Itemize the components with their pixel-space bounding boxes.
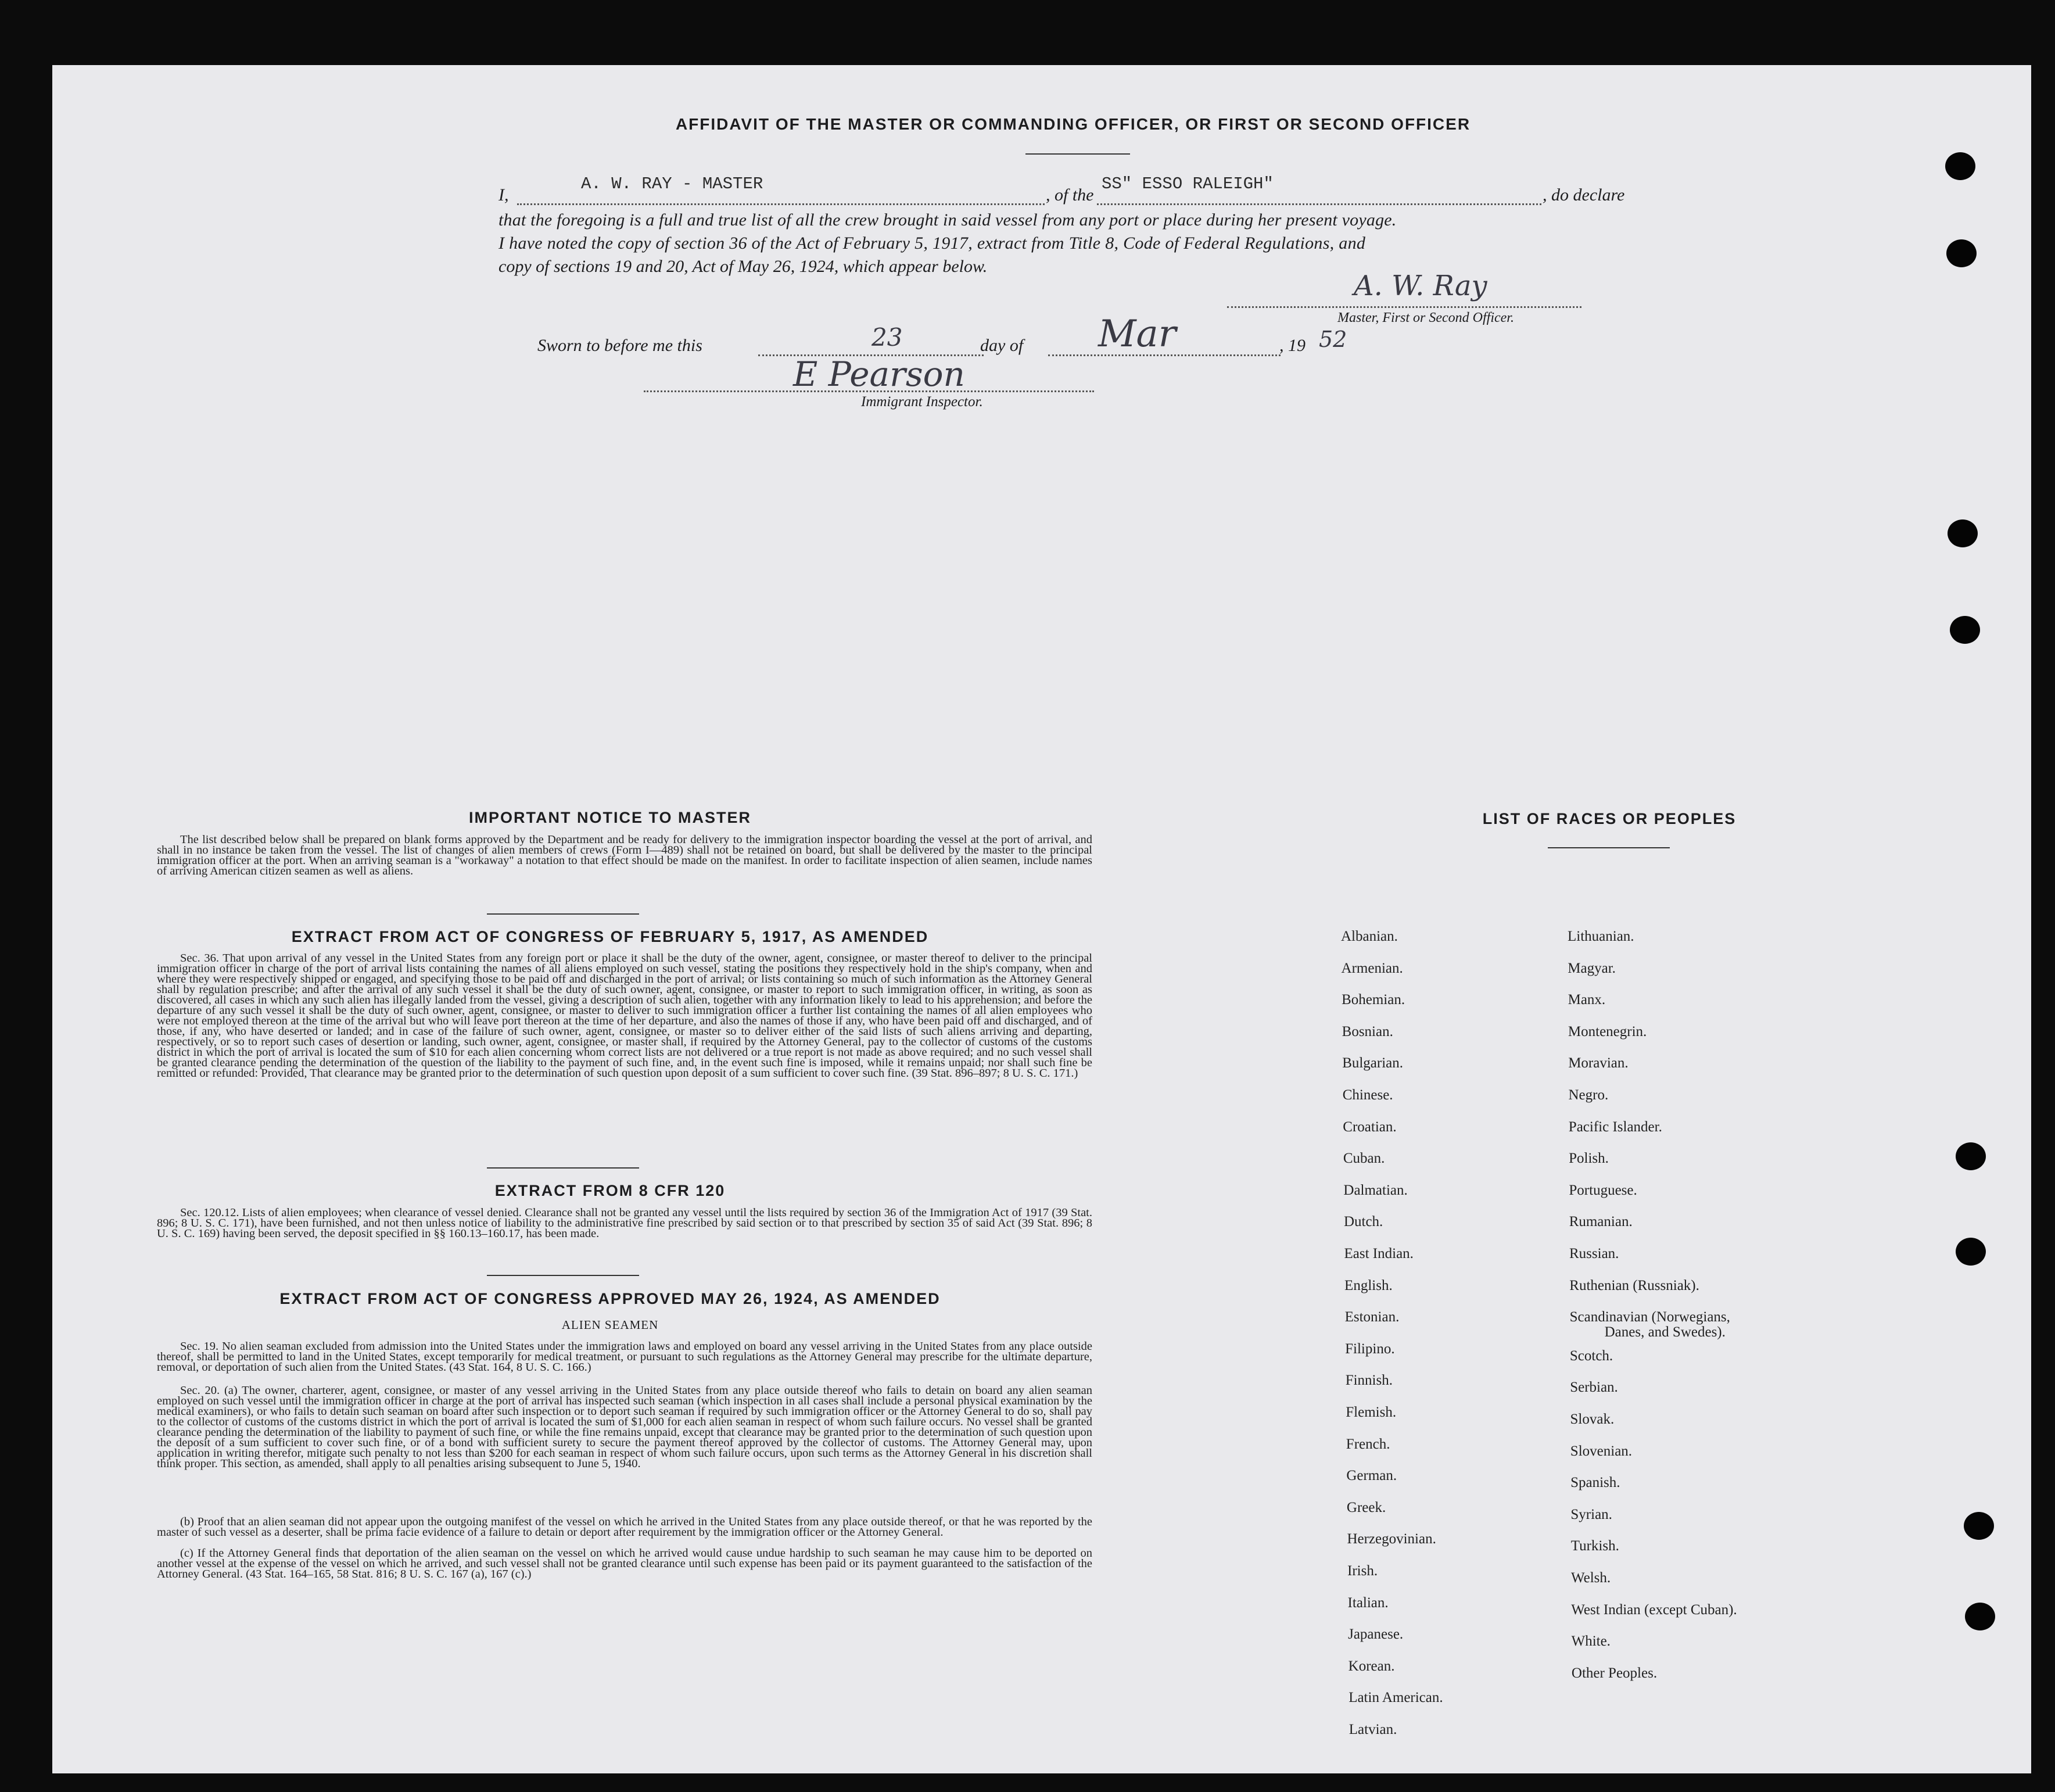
race-item: Scandinavian (Norwegians, [1569,1309,1730,1325]
race-item: Magyar. [1568,960,1616,976]
race-item: Finnish. [1345,1372,1393,1389]
extract-1917-rule [487,1167,639,1169]
sworn-year-value: 52 [1319,327,1347,352]
race-item: Dutch. [1343,1214,1383,1230]
affidavit-title: AFFIDAVIT OF THE MASTER OR COMMANDING OFFICER, OR FIRST OR SECOND OFFICER [675,115,1471,133]
races-title-rule [1548,847,1670,848]
race-item: Italian. [1347,1594,1389,1611]
race-item: Chinese. [1342,1087,1393,1103]
race-item: Welsh. [1571,1570,1611,1586]
race-item: Herzegovinian. [1347,1531,1436,1547]
extract-1924-sec20a [157,1385,1092,1469]
extract-1924-sec19-text: Sec. 19. No alien seaman excluded from admission into the United States under the immigration laws and employed on board any vessel arriving in the United States from any place outside thereof, shall be permitted to land in the United States, except temporarily for medical treatment, or pursuant to such regulations as the Attorney General may prescribe for the ultimate departure, removal, or deportation of such alien from the United States. (43 Stat. 164, 8 U. S. C. 166.) [157,1340,1092,1374]
race-item: Japanese. [1348,1626,1404,1643]
punch-hole [1946,239,1977,267]
extract-1924-sec20b [157,1517,1092,1537]
race-item: Slovenian. [1570,1443,1633,1459]
extract-1924-sec19 [157,1341,1092,1372]
punch-hole [1948,519,1978,547]
race-item: Latvian. [1349,1722,1397,1737]
notice-rule [487,913,639,915]
race-item: Korean. [1348,1658,1395,1674]
race-item: Greek. [1346,1499,1386,1515]
officer-signature: A. W. Ray [1354,270,1487,302]
race-item: Slovak. [1570,1411,1615,1427]
race-item: Filipino. [1345,1341,1395,1357]
race-item: Syrian. [1570,1506,1612,1522]
officer-signature-line [1227,306,1581,308]
affidavit-line-4: copy of sections 19 and 20, Act of May 26, 1924, which appear below. [498,257,988,276]
race-item: Ruthenian (Russniak). [1569,1277,1699,1293]
inspector-signature-line [644,390,1094,392]
extract-1924-sec20a-text: Sec. 20. (a) The owner, charterer, agent, consignee, or master of any vessel arriving in the United States from any place outside thereof who fails to detain on board any alien seaman employed on such vessel until the immigration officer in charge at the port of arrival has inspected such seaman (which inspection in all cases shall include a personal physical examination by the medical examiners), or who fails to detain such seaman on board after such inspection or to deport such seaman if required by such immigration officer or the Attorney General to do so, shall pay to the collector of customs of the customs district in which the port of arrival is located the sum of $1,000 for each alien seaman in respect of whom such failure occurs. No vessel shall be granted clearance pending the determination of the liability to payment of such fine, or while the fine remains unpaid, except that clearance may be granted prior to the determination of such question upon the deposit of a sum sufficient to cover such fine, or of a bond with sufficient surety to secure the payment thereof approved by the collector of customs. The Attorney General may, upon application in writing therefor, mitigate such penalty to not less than $200 for each seaman in respect of whom such failure occurs, upon such terms as the Attorney General in his discretion shall think proper. This section, as amended, shall apply to all penalties arising subsequent to June 5, 1940. [157,1384,1092,1470]
extract-8cfr-body [157,1207,1092,1239]
race-item: Manx. [1568,992,1606,1008]
race-item: Bulgarian. [1342,1055,1404,1071]
race-item: Negro. [1568,1087,1609,1103]
affidavit-line-3: I have noted the copy of section 36 of the Act of February 5, 1917, extract from Title 8, Code of Federal Regulations, and [498,234,1366,253]
race-item: Bosnian. [1342,1023,1393,1040]
race-item: East Indian. [1344,1246,1414,1261]
race-item: Turkish. [1570,1538,1619,1554]
sworn-label: Sworn to before me this [537,336,702,355]
race-item: Lithuanian. [1568,929,1634,944]
day-of-label: day of [980,336,1024,355]
extract-1917-title: EXTRACT FROM ACT OF CONGRESS OF FEBRUARY 5, 1917, AS AMENDED [291,928,929,945]
inspector-label: Immigrant Inspector. [861,394,983,410]
race-item: German. [1346,1468,1397,1484]
form-sheet [52,65,2031,1773]
punch-hole [1965,1603,1995,1630]
affidavit-title-rule [1025,153,1130,155]
race-item: Spanish. [1570,1475,1620,1491]
master-name-line [517,203,1045,205]
race-item: Flemish. [1346,1404,1397,1420]
race-item: Russian. [1569,1246,1619,1261]
punch-hole [1945,152,1975,180]
do-declare-label: , do declare [1543,185,1625,205]
extract-8cfr-rule [487,1275,639,1276]
race-item: Serbian. [1570,1379,1618,1396]
punch-hole [1950,616,1980,644]
race-item: Danes, and Swedes). [1604,1324,1726,1341]
extract-1924-sec20c-text: (c) If the Attorney General finds that deportation of the alien seaman on the vessel on which he arrived would cause undue hardship to such seaman he may cause him to be deported on another vessel at the expense of the vessel on which he arrived, and such vessel shall not be granted clearance until such expense has been paid or its payment guaranteed to the satisfaction of the Attorney General. (43 Stat. 164–165, 58 Stat. 816; 8 U. S. C. 167 (a), 167 (c).) [157,1547,1092,1580]
race-item: Polish. [1569,1151,1609,1167]
extract-1924-subtitle: ALIEN SEAMEN [561,1318,659,1332]
sworn-day-value: 23 [872,323,903,352]
master-name-value: A. W. RAY - MASTER [581,174,763,193]
race-item: Portuguese. [1569,1182,1637,1198]
of-the-label: , of the [1046,185,1094,205]
officer-label: Master, First or Second Officer. [1337,310,1514,325]
race-item: Dalmatian. [1343,1182,1408,1198]
race-item: English. [1344,1277,1393,1293]
year-prefix-label: , 19 [1279,336,1306,355]
notice-body-text: The list described below shall be prepared on blank forms approved by the Department and be ready for delivery to the immigration inspector boarding the vessel at the port of arrival, and shall in no instance be taken from the vessel. The list of changes of alien members of crews (Form I—489) shall not be retained on board, but shall be delivered by the master to the principal immigration officer at the port. When an arriving seaman is a "workaway" a notation to that effect should be made on the manifest. In order to facilitate inspection of alien seamen, include names of arriving American citizen seamen as well as aliens. [157,833,1092,877]
punch-hole [1964,1512,1994,1540]
extract-1924-sec20b-text: (b) Proof that an alien seaman did not appear upon the outgoing manifest of the vessel on which he arrived in the United States from any place outside thereof, or that he was reported by the master of such vessel as a deserter, shall be prima facie evidence of a failure to detain or deport after requirement by the immigration officer or the Attorney General. [157,1515,1092,1539]
race-item: Scotch. [1569,1347,1613,1364]
extract-8cfr-body-text: Sec. 120.12. Lists of alien employees; when clearance of vessel denied. Clearance shall not be granted any vessel until the lists required by section 36 of the Immigration Act of 1917 (39 Stat. 896; 8 U. S. C. 171), have been furnished, and not then unless notice of liability to the administrative fine prescribed by said section or to that prescribed by section 35 of said Act (39 Stat. 896; 8 U. S. C. 169) having been served, the deposit specified in §§ 160.13–160.17, has been made. [157,1206,1092,1240]
race-item: Bohemian. [1342,992,1405,1008]
race-item: Latin American. [1349,1690,1443,1706]
race-item: Estonian. [1344,1309,1400,1325]
race-item: Montenegrin. [1568,1023,1647,1040]
race-item: Moravian. [1568,1055,1629,1071]
race-item: Pacific Islander. [1568,1119,1662,1135]
notice-body [157,834,1092,876]
extract-8cfr-title: EXTRACT FROM 8 CFR 120 [494,1182,726,1199]
race-item: French. [1346,1436,1390,1452]
affidavit-line-2: that the foregoing is a full and true list of all the crew brought in said vessel from any port or place during her present voyage. [498,210,1397,230]
race-item: West Indian (except Cuban). [1571,1601,1737,1618]
extract-1917-body [157,953,1092,1078]
race-item: Croatian. [1343,1119,1397,1135]
race-item: Irish. [1347,1563,1378,1579]
notice-title: IMPORTANT NOTICE TO MASTER [469,809,751,826]
race-item: Rumanian. [1569,1214,1633,1230]
extract-1924-sec20c [157,1548,1092,1579]
race-item: Armenian. [1341,960,1403,976]
race-item: Cuban. [1343,1151,1385,1167]
punch-hole [1956,1238,1986,1266]
i-label: I, [498,185,509,205]
race-item: Other Peoples. [1571,1665,1658,1681]
extract-1917-body-text: Sec. 36. That upon arrival of any vessel in the United States from any foreign port or place it shall be the duty of the owner, agent, consignee, or master thereof to deliver to the principal immigration officer in charge of the port of arrival lists containing the names of all aliens employed on such vessel, stating the positions they respectively hold in the ship's company, when and where they were respectively shipped or engaged, and specifying those to be paid off and discharged in the port of arrival; or lists containing so much of such information as the Attorney General shall by regulation prescribe; and after the arrival of any such vessel it shall be the duty of such owner, agent, consignee, or master to report to such immigration officer, in writing, as soon as discovered, all cases in which any such alien has illegally landed from the vessel, giving a description of such alien, together with any information likely to lead to his apprehension; and before the departure of any such vessel it shall be the duty of such owner, agent, consignee, or master to deliver to such immigration officer a further list containing the names of all alien employees who were not employed thereon at the time of the arrival but who will leave port thereon at the time of her departure, and also the names of those if any, who have been paid off and discharged, and of those, if any, who have deserted or landed; and in case of the failure of such owner, agent, consignee, or master so to deliver either of the said lists of such aliens arriving and departing, respectively, or so to report such cases of desertion or landing, such owner, agent, consignee, or master shall, if required by the Attorney General, pay to the collector of customs of the customs district in which the port of arrival is located the sum of $10 for each alien concerning whom correct lists are not delivered or a true report is not made as above required; and no such vessel shall be granted clearance pending the determination of the question of the liability to the payment of such fine, and, in the event such fine is imposed, while it remains unpaid; nor shall such fine be remitted or refunded: Provided, That clearance may be granted prior to the determination of such question upon deposit of a sum sufficient to cover such fine. (39 Stat. 896–897; 8 U. S. C. 171.) [157,952,1092,1080]
vessel-name-value: SS" ESSO RALEIGH" [1102,174,1274,193]
sworn-month-value: Mar [1098,313,1177,356]
races-title: LIST OF RACES OR PEOPLES [1482,810,1737,827]
extract-1924-title: EXTRACT FROM ACT OF CONGRESS APPROVED MAY 26, 1924, AS AMENDED [279,1290,941,1307]
vessel-name-line [1097,203,1541,205]
inspector-signature: E Pearson [793,354,965,394]
punch-hole [1956,1142,1986,1170]
race-item: Albanian. [1341,929,1398,944]
race-item: White. [1571,1633,1611,1650]
